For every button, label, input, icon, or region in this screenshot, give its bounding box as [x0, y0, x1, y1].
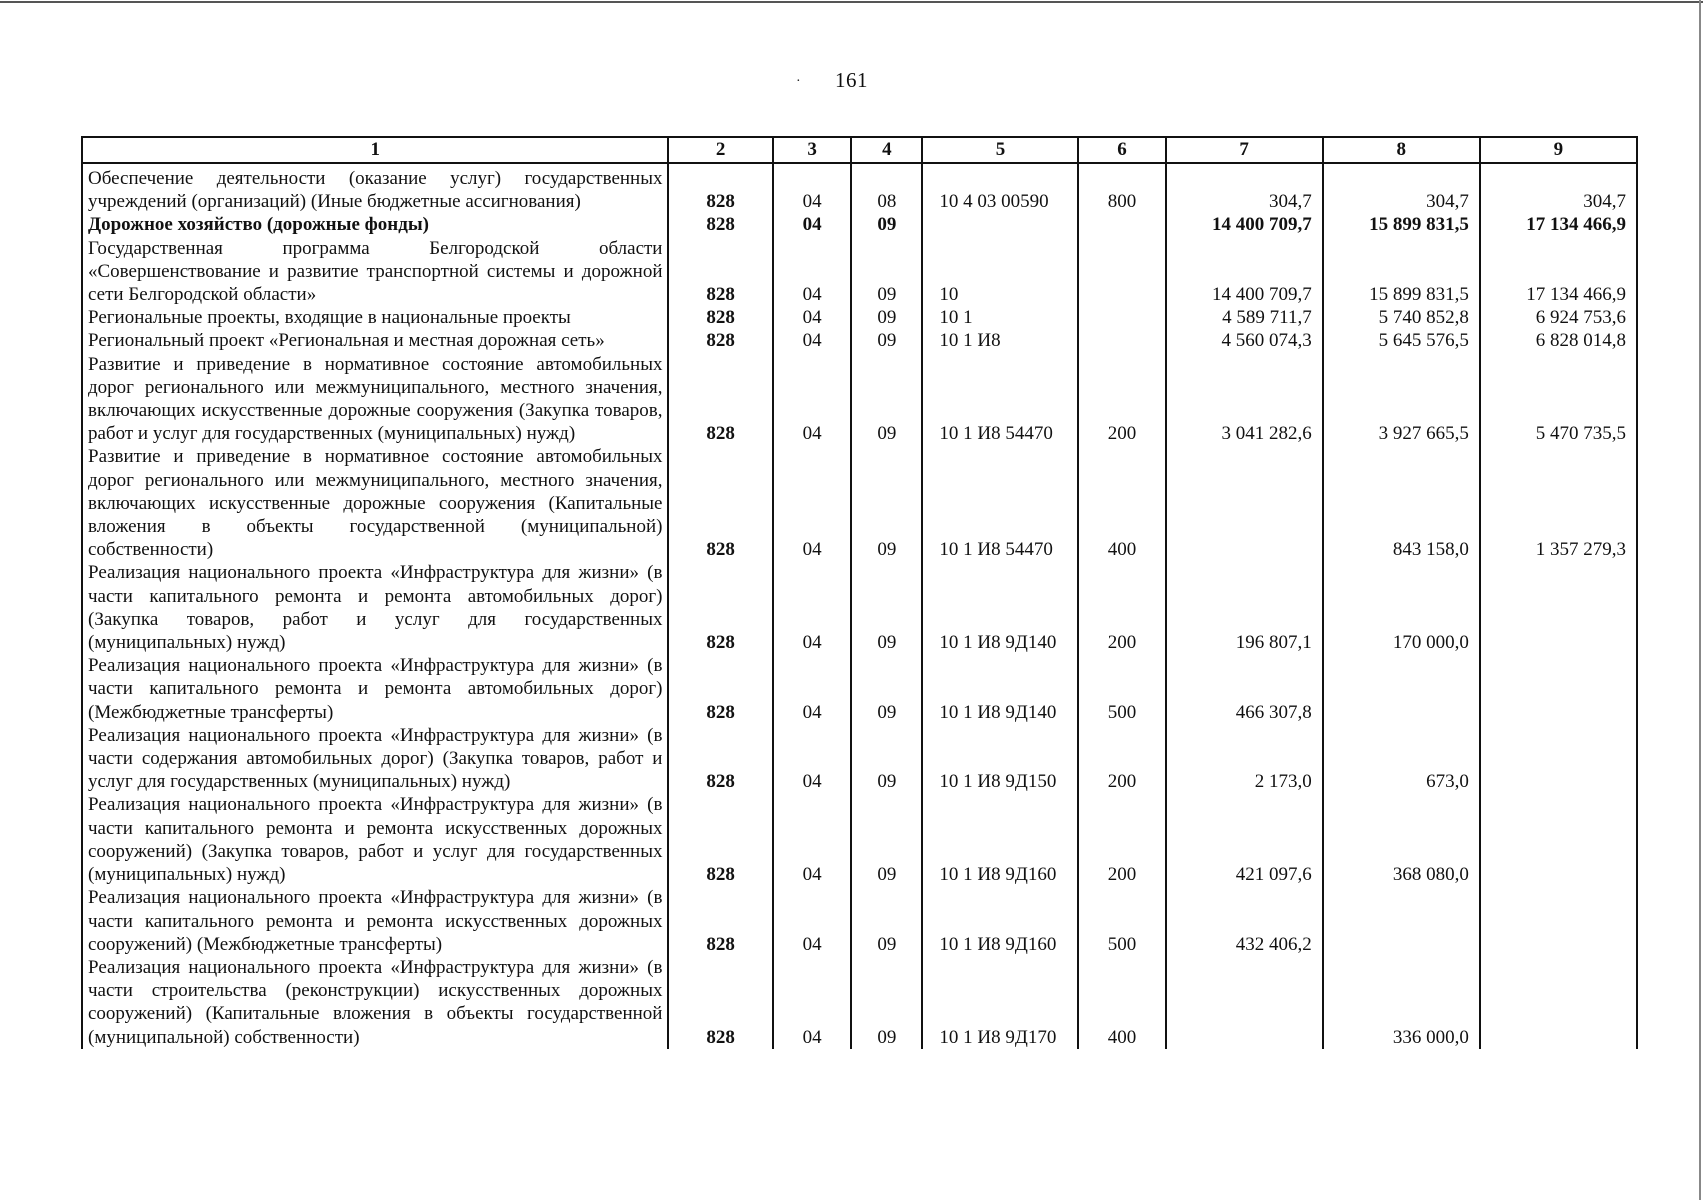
- section-code: 04: [773, 724, 852, 794]
- amount-col-8: 5 740 852,8: [1323, 306, 1480, 329]
- ministry-code: 828: [668, 654, 772, 724]
- section-code: 04: [773, 445, 852, 561]
- subsection-code: 09: [851, 353, 922, 446]
- table-row: [82, 724, 1637, 794]
- table-row: [82, 353, 1637, 446]
- subsection-code: 09: [851, 724, 922, 794]
- amount-col-7: [1166, 956, 1323, 1049]
- table-row: [82, 886, 1637, 956]
- amount-col-8: 843 158,0: [1323, 445, 1480, 561]
- section-code: 04: [773, 956, 852, 1049]
- row-description: Государственная программа Белгородской области «Совершенствование и развитие транспортной системы и дорожной сети Белгородской области»: [82, 237, 668, 307]
- target-article-code: [922, 213, 1078, 236]
- amount-col-9: [1480, 956, 1637, 1049]
- amount-col-8: 336 000,0: [1323, 956, 1480, 1049]
- row-description: Реализация национального проекта «Инфраструктура для жизни» (в части капитального ремонта и ремонта искусственных дорожных сооружений) (Межбюджетные трансферты): [82, 886, 668, 956]
- amount-col-7: 466 307,8: [1166, 654, 1323, 724]
- ministry-code: 828: [668, 445, 772, 561]
- table-row: [82, 329, 1637, 352]
- amount-col-9: 1 357 279,3: [1480, 445, 1637, 561]
- section-code: 04: [773, 306, 852, 329]
- target-article-code: 10 1 И8 54470: [922, 353, 1078, 446]
- target-article-code: 10 1 И8 9Д170: [922, 956, 1078, 1049]
- amount-col-7: 2 173,0: [1166, 724, 1323, 794]
- amount-col-7: 14 400 709,7: [1166, 237, 1323, 307]
- amount-col-8: 3 927 665,5: [1323, 353, 1480, 446]
- amount-col-8: 673,0: [1323, 724, 1480, 794]
- subsection-code: 09: [851, 213, 922, 236]
- amount-col-9: [1480, 561, 1637, 654]
- expense-type-code: 200: [1078, 561, 1165, 654]
- scan-top-edge: [0, 1, 1703, 3]
- expense-type-code: 400: [1078, 445, 1165, 561]
- expense-type-code: [1078, 213, 1165, 236]
- ministry-code: 828: [668, 561, 772, 654]
- budget-table: [81, 136, 1638, 1049]
- table-row: [82, 654, 1637, 724]
- amount-col-9: 6 924 753,6: [1480, 306, 1637, 329]
- amount-col-8: 368 080,0: [1323, 793, 1480, 886]
- target-article-code: 10 1 И8 9Д150: [922, 724, 1078, 794]
- target-article-code: 10 1 И8 9Д140: [922, 561, 1078, 654]
- expense-type-code: 500: [1078, 654, 1165, 724]
- section-code: 04: [773, 793, 852, 886]
- ministry-code: 828: [668, 306, 772, 329]
- amount-col-9: 6 828 014,8: [1480, 329, 1637, 352]
- amount-col-7: 421 097,6: [1166, 793, 1323, 886]
- table-row: [82, 213, 1637, 236]
- expense-type-code: 200: [1078, 353, 1165, 446]
- ministry-code: 828: [668, 353, 772, 446]
- ministry-code: 828: [668, 163, 772, 213]
- expense-type-code: 200: [1078, 724, 1165, 794]
- row-description: Развитие и приведение в нормативное состояние автомобильных дорог регионального или межмуниципального, местного значения, включающих искусственные дорожные сооружения (Капитальные вложения в объекты государственной (муниципальной) собственности): [82, 445, 668, 561]
- ministry-code: 828: [668, 886, 772, 956]
- amount-col-7: 432 406,2: [1166, 886, 1323, 956]
- row-description: Развитие и приведение в нормативное состояние автомобильных дорог регионального или межмуниципального, местного значения, включающих искусственные дорожные сооружения (Закупка товаров, работ и услуг для государственных (муниципальных) нужд): [82, 353, 668, 446]
- page-number: [0, 68, 1703, 93]
- subsection-code: 09: [851, 654, 922, 724]
- table-row: [82, 561, 1637, 654]
- subsection-code: 09: [851, 306, 922, 329]
- row-description: Реализация национального проекта «Инфраструктура для жизни» (в части капитального ремонта и ремонта искусственных дорожных сооружений) (Закупка товаров, работ и услуг для государственных (муниципальных) нужд): [82, 793, 668, 886]
- amount-col-9: [1480, 654, 1637, 724]
- page-number-text: 161: [835, 68, 868, 92]
- row-description: Региональный проект «Региональная и местная дорожная сеть»: [82, 329, 668, 352]
- section-code: 04: [773, 329, 852, 352]
- column-header: 4: [851, 137, 922, 163]
- column-header: 6: [1078, 137, 1165, 163]
- expense-type-code: 200: [1078, 793, 1165, 886]
- row-description: Региональные проекты, входящие в национальные проекты: [82, 306, 668, 329]
- section-code: 04: [773, 654, 852, 724]
- ministry-code: 828: [668, 724, 772, 794]
- subsection-code: 09: [851, 886, 922, 956]
- section-code: 04: [773, 237, 852, 307]
- amount-col-7: [1166, 445, 1323, 561]
- expense-type-code: 400: [1078, 956, 1165, 1049]
- table-row: [82, 445, 1637, 561]
- amount-col-8: 170 000,0: [1323, 561, 1480, 654]
- expense-type-code: 500: [1078, 886, 1165, 956]
- amount-col-9: [1480, 793, 1637, 886]
- target-article-code: 10 1 И8 54470: [922, 445, 1078, 561]
- expense-type-code: 800: [1078, 163, 1165, 213]
- subsection-code: 09: [851, 329, 922, 352]
- amount-col-8: 15 899 831,5: [1323, 213, 1480, 236]
- section-code: 04: [773, 213, 852, 236]
- amount-col-8: [1323, 886, 1480, 956]
- column-header: 3: [773, 137, 852, 163]
- amount-col-7: 4 589 711,7: [1166, 306, 1323, 329]
- expense-type-code: [1078, 237, 1165, 307]
- target-article-code: 10 1: [922, 306, 1078, 329]
- section-code: 04: [773, 163, 852, 213]
- scan-speck: ·: [796, 74, 802, 89]
- subsection-code: 09: [851, 445, 922, 561]
- ministry-code: 828: [668, 329, 772, 352]
- ministry-code: 828: [668, 793, 772, 886]
- target-article-code: 10 1 И8: [922, 329, 1078, 352]
- target-article-code: 10: [922, 237, 1078, 307]
- subsection-code: 09: [851, 793, 922, 886]
- amount-col-7: 3 041 282,6: [1166, 353, 1323, 446]
- row-description: Реализация национального проекта «Инфраструктура для жизни» (в части капитального ремонта и ремонта автомобильных дорог) (Закупка товаров, работ и услуг для государственных (муниципальных) нужд): [82, 561, 668, 654]
- amount-col-9: 17 134 466,9: [1480, 213, 1637, 236]
- amount-col-9: 5 470 735,5: [1480, 353, 1637, 446]
- amount-col-8: 5 645 576,5: [1323, 329, 1480, 352]
- subsection-code: 09: [851, 237, 922, 307]
- column-header: 2: [668, 137, 772, 163]
- scan-right-edge: [1699, 0, 1701, 1200]
- row-description: Дорожное хозяйство (дорожные фонды): [82, 213, 668, 236]
- subsection-code: 09: [851, 561, 922, 654]
- target-article-code: 10 4 03 00590: [922, 163, 1078, 213]
- amount-col-8: 304,7: [1323, 163, 1480, 213]
- subsection-code: 08: [851, 163, 922, 213]
- amount-col-7: 196 807,1: [1166, 561, 1323, 654]
- expense-type-code: [1078, 329, 1165, 352]
- table-row: [82, 793, 1637, 886]
- subsection-code: 09: [851, 956, 922, 1049]
- section-code: 04: [773, 353, 852, 446]
- column-header: 7: [1166, 137, 1323, 163]
- amount-col-8: 15 899 831,5: [1323, 237, 1480, 307]
- amount-col-9: [1480, 886, 1637, 956]
- table-row: [82, 306, 1637, 329]
- ministry-code: 828: [668, 237, 772, 307]
- row-description: Обеспечение деятельности (оказание услуг) государственных учреждений (организаций) (Иные бюджетные ассигнования): [82, 163, 668, 213]
- amount-col-7: 4 560 074,3: [1166, 329, 1323, 352]
- amount-col-8: [1323, 654, 1480, 724]
- header-row: [82, 137, 1637, 163]
- amount-col-9: [1480, 724, 1637, 794]
- ministry-code: 828: [668, 956, 772, 1049]
- row-description: Реализация национального проекта «Инфраструктура для жизни» (в части содержания автомобильных дорог) (Закупка товаров, работ и услуг для государственных (муниципальных) нужд): [82, 724, 668, 794]
- section-code: 04: [773, 561, 852, 654]
- column-header: 9: [1480, 137, 1637, 163]
- section-code: 04: [773, 886, 852, 956]
- ministry-code: 828: [668, 213, 772, 236]
- table-row: [82, 237, 1637, 307]
- target-article-code: 10 1 И8 9Д140: [922, 654, 1078, 724]
- column-header: 1: [82, 137, 668, 163]
- expense-type-code: [1078, 306, 1165, 329]
- target-article-code: 10 1 И8 9Д160: [922, 886, 1078, 956]
- amount-col-7: 304,7: [1166, 163, 1323, 213]
- amount-col-9: 304,7: [1480, 163, 1637, 213]
- row-description: Реализация национального проекта «Инфраструктура для жизни» (в части капитального ремонта и ремонта автомобильных дорог) (Межбюджетные трансферты): [82, 654, 668, 724]
- table-row: [82, 163, 1637, 213]
- amount-col-9: 17 134 466,9: [1480, 237, 1637, 307]
- row-description: Реализация национального проекта «Инфраструктура для жизни» (в части строительства (реконструкции) искусственных дорожных сооружений) (Капитальные вложения в объекты государственной (муниципальной) собственности): [82, 956, 668, 1049]
- column-header: 8: [1323, 137, 1480, 163]
- column-header: 5: [922, 137, 1078, 163]
- target-article-code: 10 1 И8 9Д160: [922, 793, 1078, 886]
- amount-col-7: 14 400 709,7: [1166, 213, 1323, 236]
- table-row: [82, 956, 1637, 1049]
